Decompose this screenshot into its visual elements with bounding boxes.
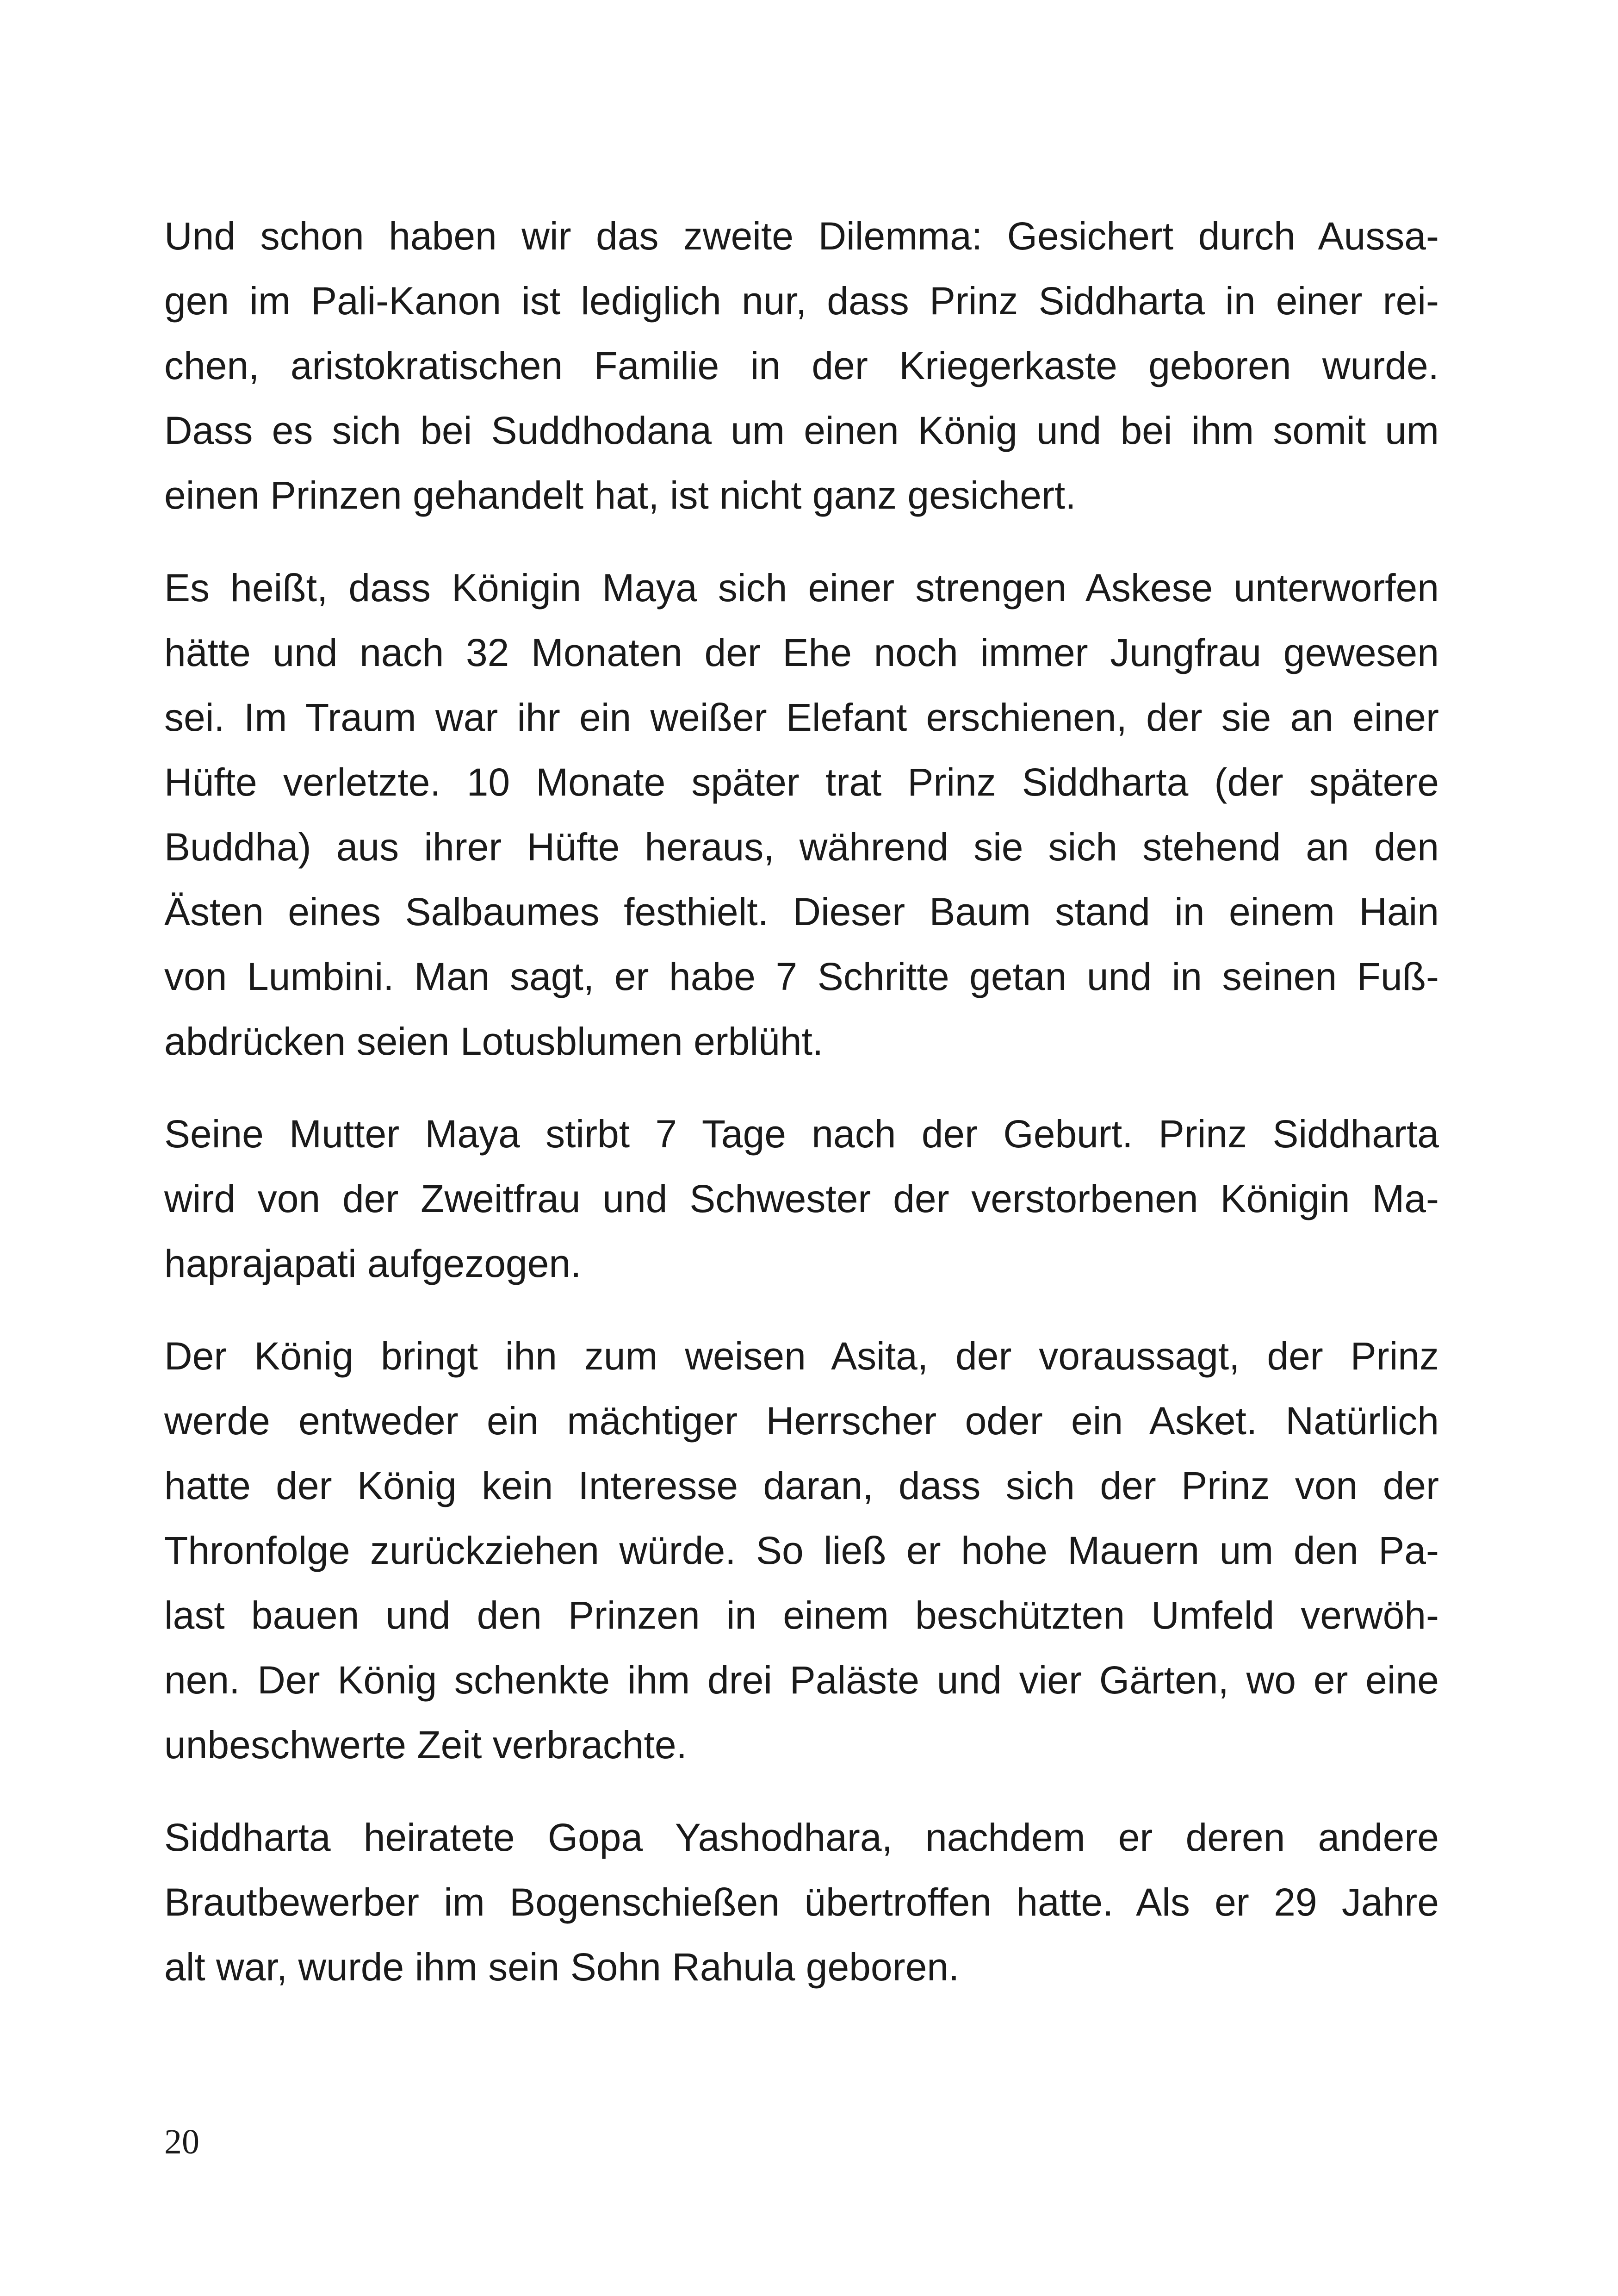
body-text xyxy=(164,204,1439,2027)
paragraph-5 xyxy=(164,1805,1439,1999)
text-line: Buddha) aus ihrer Hüfte heraus, während sie sich stehend an den xyxy=(164,825,1439,869)
text-line: werde entweder ein mächtiger Herrscher oder ein Asket. Natürlich xyxy=(164,1399,1439,1443)
paragraph-3 xyxy=(164,1101,1439,1296)
text-line: Es heißt, dass Königin Maya sich einer strengen Askese unterworfen xyxy=(164,566,1439,610)
text-line: last bauen und den Prinzen in einem beschützten Umfeld verwöh- xyxy=(164,1593,1439,1637)
text-line: wird von der Zweitfrau und Schwester der verstorbenen Königin Ma- xyxy=(164,1177,1439,1220)
text-line: unbeschwerte Zeit verbrachte. xyxy=(164,1723,687,1767)
text-line: Der König bringt ihn zum weisen Asita, der voraussagt, der Prinz xyxy=(164,1334,1439,1378)
text-line: Brautbewerber im Bogenschießen übertroffen hatte. Als er 29 Jahre xyxy=(164,1880,1439,1924)
text-line: Thronfolge zurückziehen würde. So ließ er hohe Mauern um den Pa- xyxy=(164,1529,1439,1572)
paragraph-2 xyxy=(164,555,1439,1074)
text-line: nen. Der König schenkte ihm drei Paläste und vier Gärten, wo er eine xyxy=(164,1658,1439,1702)
text-line: abdrücken seien Lotusblumen erblüht. xyxy=(164,1020,824,1063)
text-line: von Lumbini. Man sagt, er habe 7 Schritte getan und in seinen Fuß- xyxy=(164,955,1439,998)
text-line: Seine Mutter Maya stirbt 7 Tage nach der Geburt. Prinz Siddharta xyxy=(164,1112,1439,1156)
text-line: alt war, wurde ihm sein Sohn Rahula geboren. xyxy=(164,1945,960,1989)
text-line: Ästen eines Salbaumes festhielt. Dieser Baum stand in einem Hain xyxy=(164,890,1439,933)
text-line: sei. Im Traum war ihr ein weißer Elefant erschienen, der sie an einer xyxy=(164,696,1439,739)
paragraph-4 xyxy=(164,1324,1439,1777)
text-line: Dass es sich bei Suddhodana um einen König und bei ihm somit um xyxy=(164,409,1439,452)
text-line: chen, aristokratischen Familie in der Kriegerkaste geboren wurde. xyxy=(164,344,1439,387)
text-line: Und schon haben wir das zweite Dilemma: Gesichert durch Aussa- xyxy=(164,214,1439,258)
text-line: hätte und nach 32 Monaten der Ehe noch immer Jungfrau gewesen xyxy=(164,631,1439,674)
text-line: einen Prinzen gehandelt hat, ist nicht ganz gesichert. xyxy=(164,473,1076,517)
text-line: gen im Pali-Kanon ist lediglich nur, dass Prinz Siddharta in einer rei- xyxy=(164,279,1439,323)
page-number: 20 xyxy=(164,2122,199,2161)
text-line: Hüfte verletzte. 10 Monate später trat Prinz Siddharta (der spätere xyxy=(164,760,1439,804)
text-line: haprajapati aufgezogen. xyxy=(164,1242,582,1285)
text-line: hatte der König kein Interesse daran, dass sich der Prinz von der xyxy=(164,1464,1439,1507)
text-line: Siddharta heiratete Gopa Yashodhara, nachdem er deren andere xyxy=(164,1816,1439,1859)
paragraph-1 xyxy=(164,204,1439,528)
